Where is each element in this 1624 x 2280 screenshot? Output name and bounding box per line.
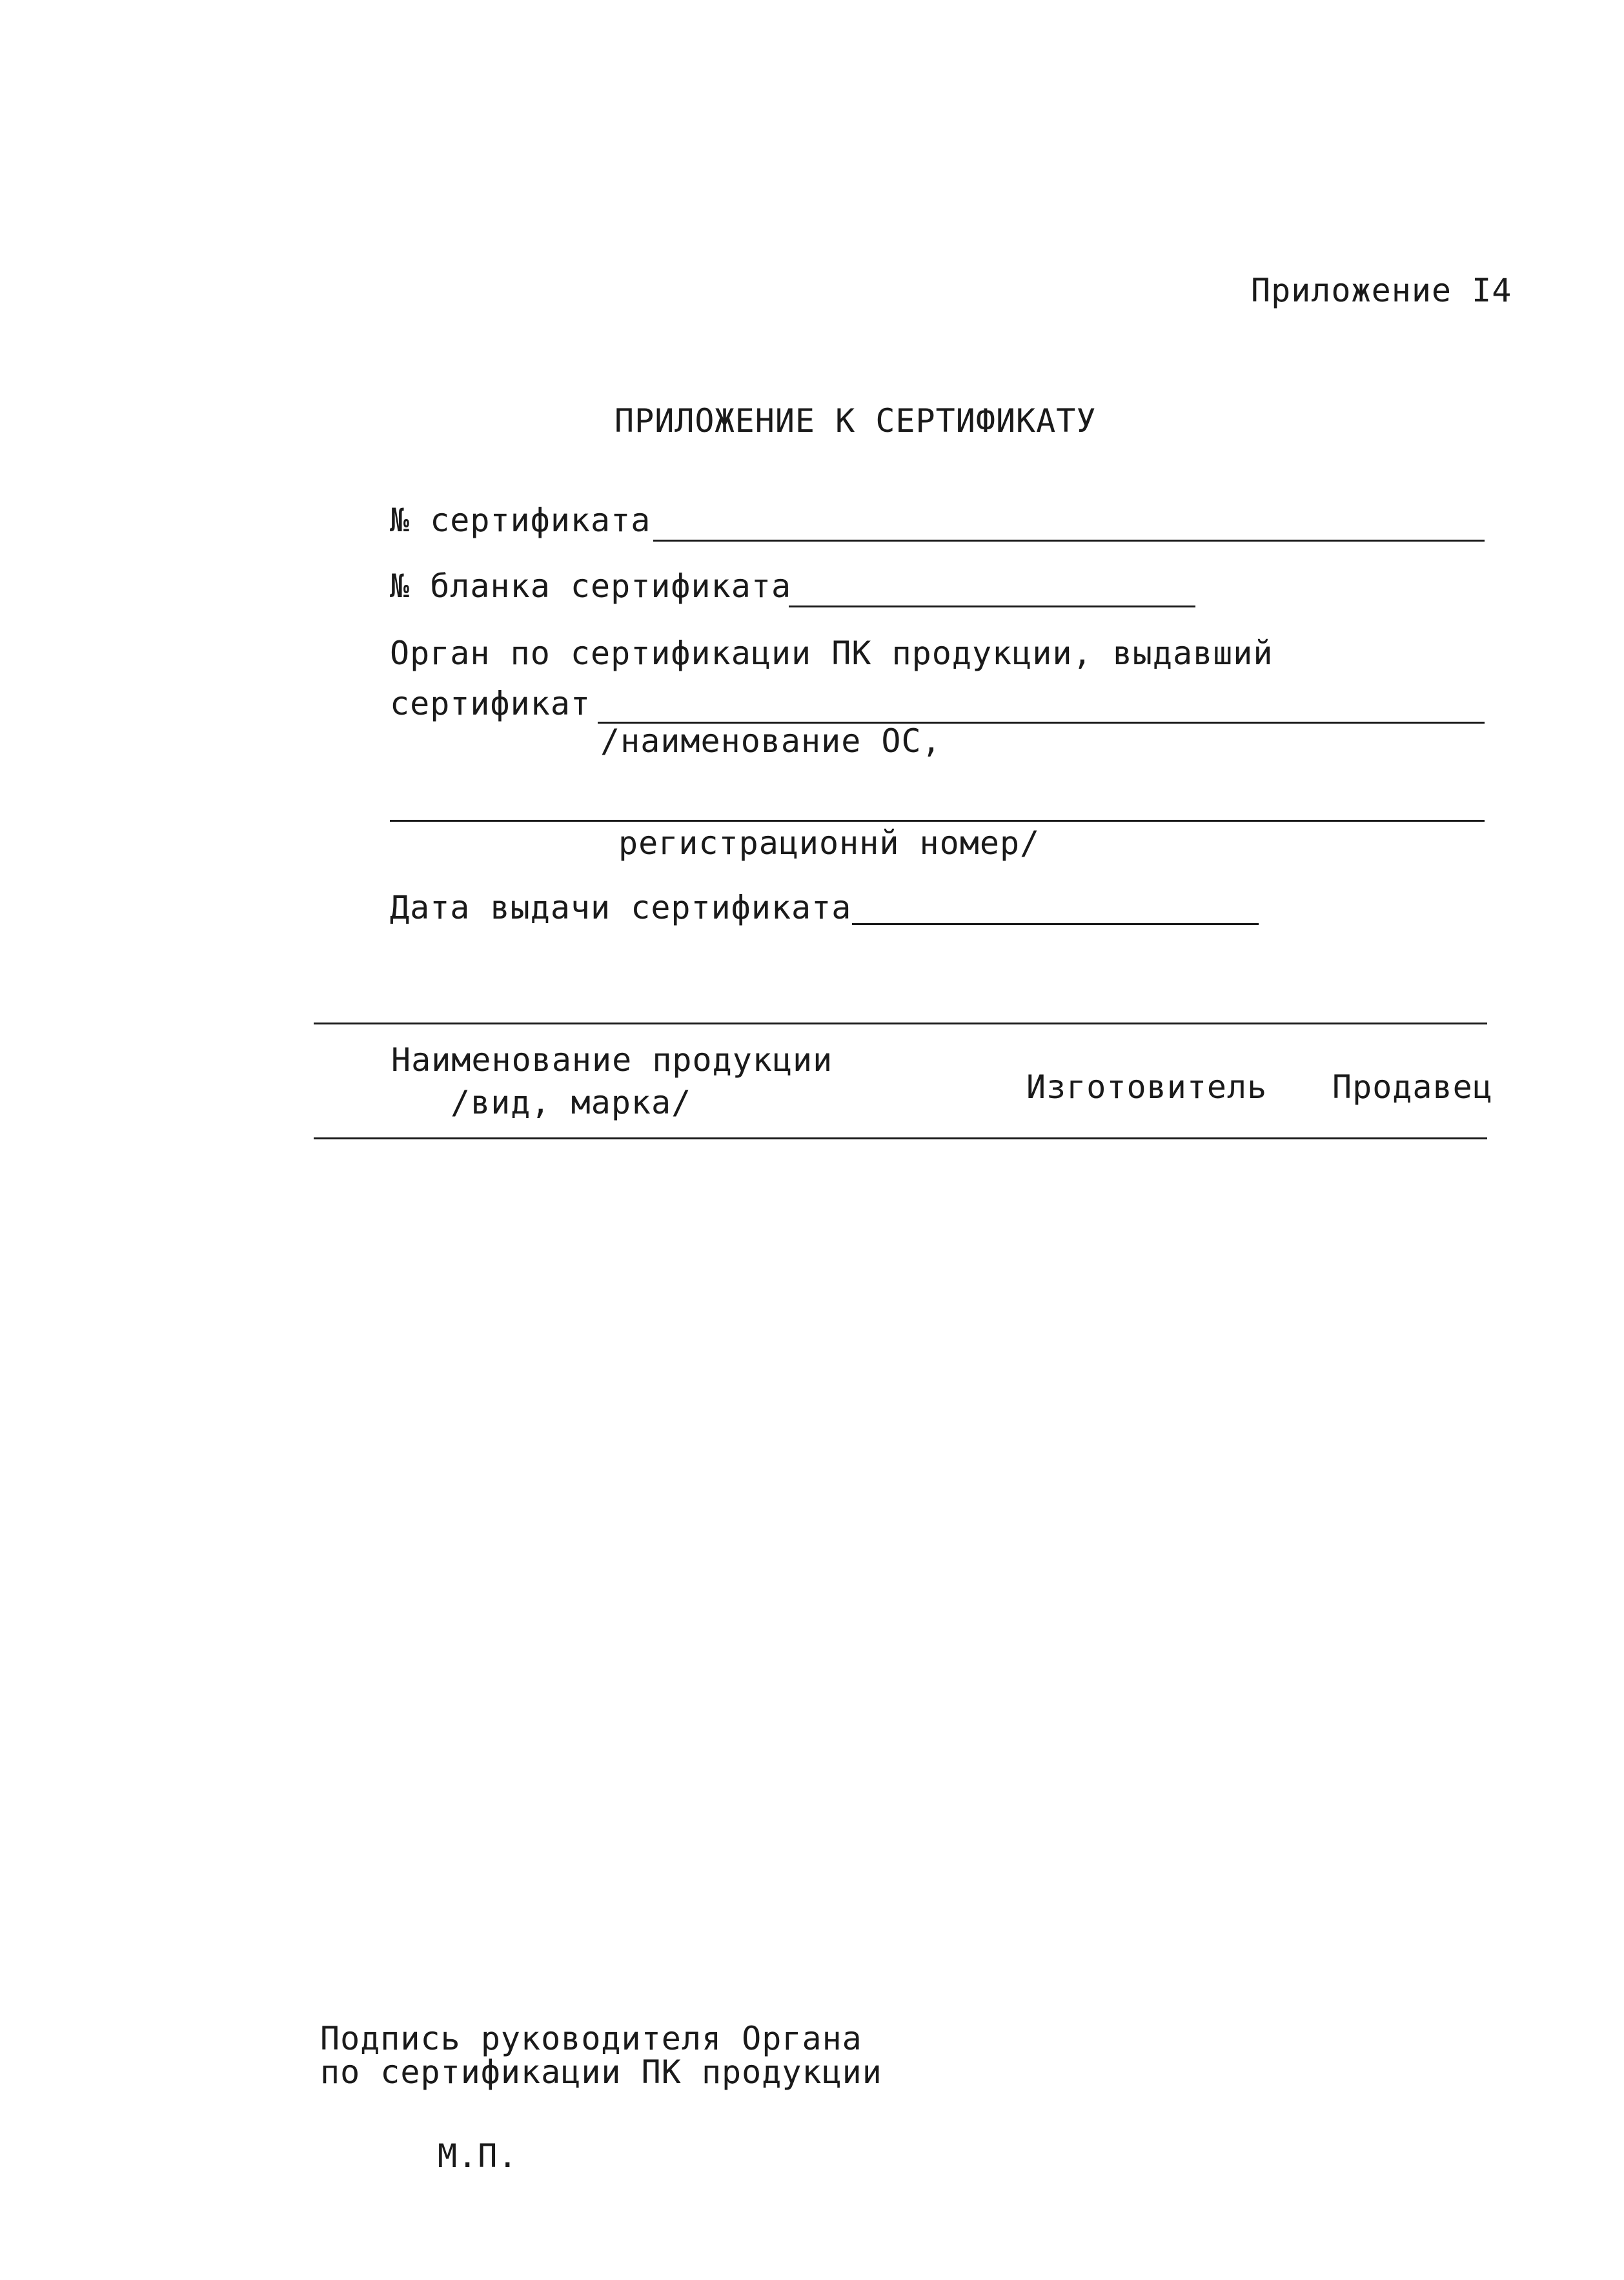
issue-date-label: Дата выдачи сертификата — [390, 889, 852, 926]
issuing-body-hint-1: /наименование ОС, — [600, 722, 942, 760]
column-header-seller: Продавец — [1332, 1068, 1493, 1106]
issuing-body-label-line2: сертификат — [390, 685, 591, 722]
signature-label-line2: по сертификации ПК продукции — [320, 2053, 882, 2091]
column-header-product-line2: /вид, марка/ — [451, 1084, 692, 1121]
appendix-label: Приложение I4 — [1251, 272, 1512, 309]
blank-number-label: № бланка сертификата — [390, 567, 792, 605]
signature-label-line1: Подпись руководителя Органа — [320, 2020, 862, 2057]
certificate-number-field[interactable] — [653, 540, 1485, 542]
issue-date-field[interactable] — [852, 923, 1259, 925]
column-header-manufacturer: Изготовитель — [1026, 1068, 1268, 1106]
blank-number-field[interactable] — [789, 606, 1195, 607]
certificate-number-label: № сертификата — [390, 502, 651, 539]
issuing-body-label-line1: Орган по сертификации ПК продукции, выдавший — [390, 635, 1274, 672]
stamp-label: М.П. — [438, 2137, 518, 2175]
table-bottom-rule — [314, 1137, 1487, 1139]
issuing-body-field-2[interactable] — [390, 820, 1485, 822]
issuing-body-hint-2: регистрационнй номер/ — [618, 824, 1040, 862]
page-title: ПРИЛОЖЕНИЕ К СЕРТИФИКАТУ — [614, 402, 1097, 440]
column-header-product-line1: Наименование продукции — [391, 1041, 833, 1079]
table-top-rule — [314, 1023, 1487, 1024]
